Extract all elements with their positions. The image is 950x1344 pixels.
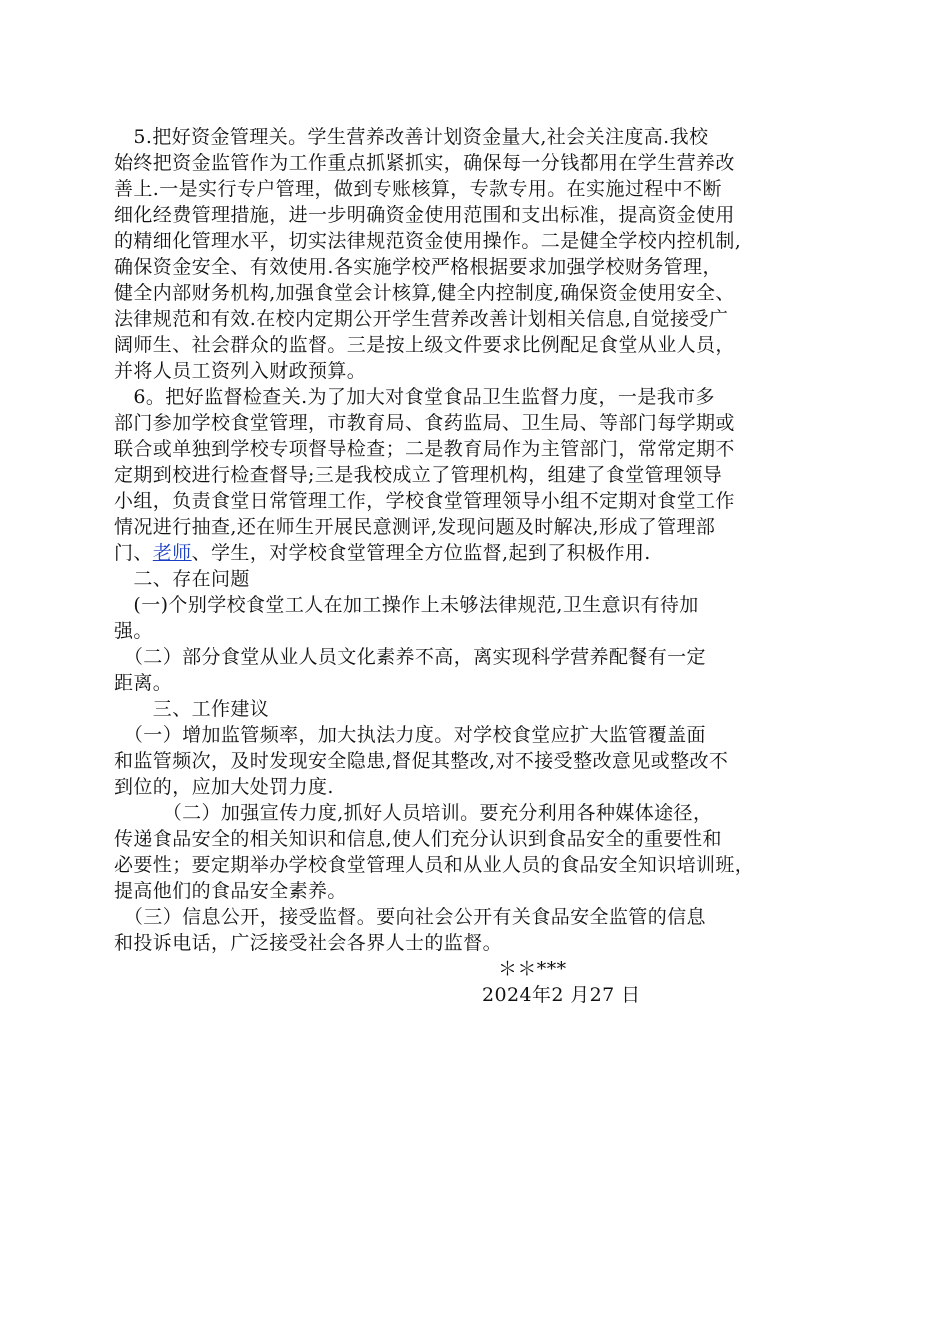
suggestion-1-line-1: （一）增加监管频率，加大执法力度。对学校食堂应扩大监管覆盖面 — [114, 724, 706, 746]
paragraph-5-line-1: 5.把好资金管理关。学生营养改善计划资金量大,社会关注度高.我校 — [114, 126, 709, 148]
teacher-link[interactable]: 老师 — [152, 542, 192, 564]
paragraph-5-line-3: 善上.一是实行专户管理，做到专账核算，专款专用。在实施过程中不断 — [114, 178, 722, 200]
paragraph-5-line-5: 的精细化管理水平，切实法律规范资金使用操作。二是健全学校内控机制, — [114, 230, 742, 252]
paragraph-6-line-7 — [114, 540, 651, 566]
paragraph-5-line-6: 确保资金安全、有效使用.各实施学校严格根据要求加强学校财务管理， — [114, 256, 722, 278]
problem-1-line-1: (一)个别学校食堂工人在加工操作上未够法律规范,卫生意识有待加 — [114, 594, 699, 616]
suggestion-2-line-2: 传递食品安全的相关知识和信息,使人们充分认识到食品安全的重要性和 — [114, 828, 722, 850]
section-heading-problems: 二、存在问题 — [114, 568, 250, 590]
suggestion-2-line-1: （二）加强宣传力度,抓好人员培训。要充分利用各种媒体途径， — [114, 802, 713, 824]
suggestion-2-line-3: 必要性；要定期举办学校食堂管理人员和从业人员的食品安全知识培训班， — [114, 854, 755, 876]
paragraph-5-line-9: 阔师生、社会群众的监督。三是按上级文件要求比例配足食堂从业人员， — [114, 334, 735, 356]
suggestion-1-line-2: 和监管频次，及时发现安全隐患,督促其整改,对不接受整改意见或整改不 — [114, 750, 729, 772]
paragraph-6-line-3: 联合或单独到学校专项督导检查；二是教育局作为主管部门，常常定期不 — [114, 438, 735, 460]
paragraph-5-line-10: 并将人员工资列入财政预算。 — [114, 360, 367, 382]
paragraph-5-line-7: 健全内部财务机构,加强食堂会计核算,健全内控制度,确保资金使用安全、 — [114, 282, 735, 304]
suggestion-3-line-1: （三）信息公开，接受监督。要向社会公开有关食品安全监管的信息 — [114, 906, 706, 928]
paragraph-6-line-1: 6。把好监督检查关.为了加大对食堂食品卫生监督力度，一是我市多 — [114, 386, 715, 408]
suggestion-1-line-3: 到位的，应加大处罚力度. — [114, 776, 334, 798]
paragraph-5-line-4: 细化经费管理措施，进一步明确资金使用范围和支出标准，提高资金使用 — [114, 204, 735, 226]
paragraph-6-line-2: 部门参加学校食堂管理，市教育局、食药监局、卫生局、等部门每学期或 — [114, 412, 735, 434]
line-text-after-link: 、学生，对学校食堂管理全方位监督,起到了积极作用. — [191, 542, 651, 564]
suggestion-3-line-2: 和投诉电话，广泛接受社会各界人士的监督。 — [114, 932, 503, 954]
paragraph-5-line-8: 法律规范和有效.在校内定期公开学生营养改善计划相关信息,自觉接受广 — [114, 308, 729, 330]
paragraph-6-line-5: 小组，负责食堂日常管理工作，学校食堂管理领导小组不定期对食堂工作 — [114, 490, 735, 512]
problem-2-line-2: 距离。 — [114, 672, 173, 694]
paragraph-5-line-2: 始终把资金监管作为工作重点抓紧抓实，确保每一分钱都用在学生营养改 — [114, 152, 735, 174]
line-text-before-link: 门、 — [114, 542, 153, 564]
section-heading-suggestions: 三、工作建议 — [114, 698, 270, 720]
problem-2-line-1: （二）部分食堂从业人员文化素养不高，离实现科学营养配餐有一定 — [114, 646, 706, 668]
suggestion-2-line-4: 提高他们的食品安全素养。 — [114, 880, 347, 902]
paragraph-6-line-6: 情况进行抽查,还在师生开展民意测评,发现问题及时解决,形成了管理部 — [114, 516, 716, 538]
paragraph-6-line-4: 定期到校进行检查督导;三是我校成立了管理机构，组建了食堂管理领导 — [114, 464, 723, 486]
document-date: 2024年2 月27 日 — [482, 984, 641, 1006]
problem-1-line-2: 强。 — [114, 620, 153, 642]
signature: ＊＊*** — [498, 958, 567, 980]
